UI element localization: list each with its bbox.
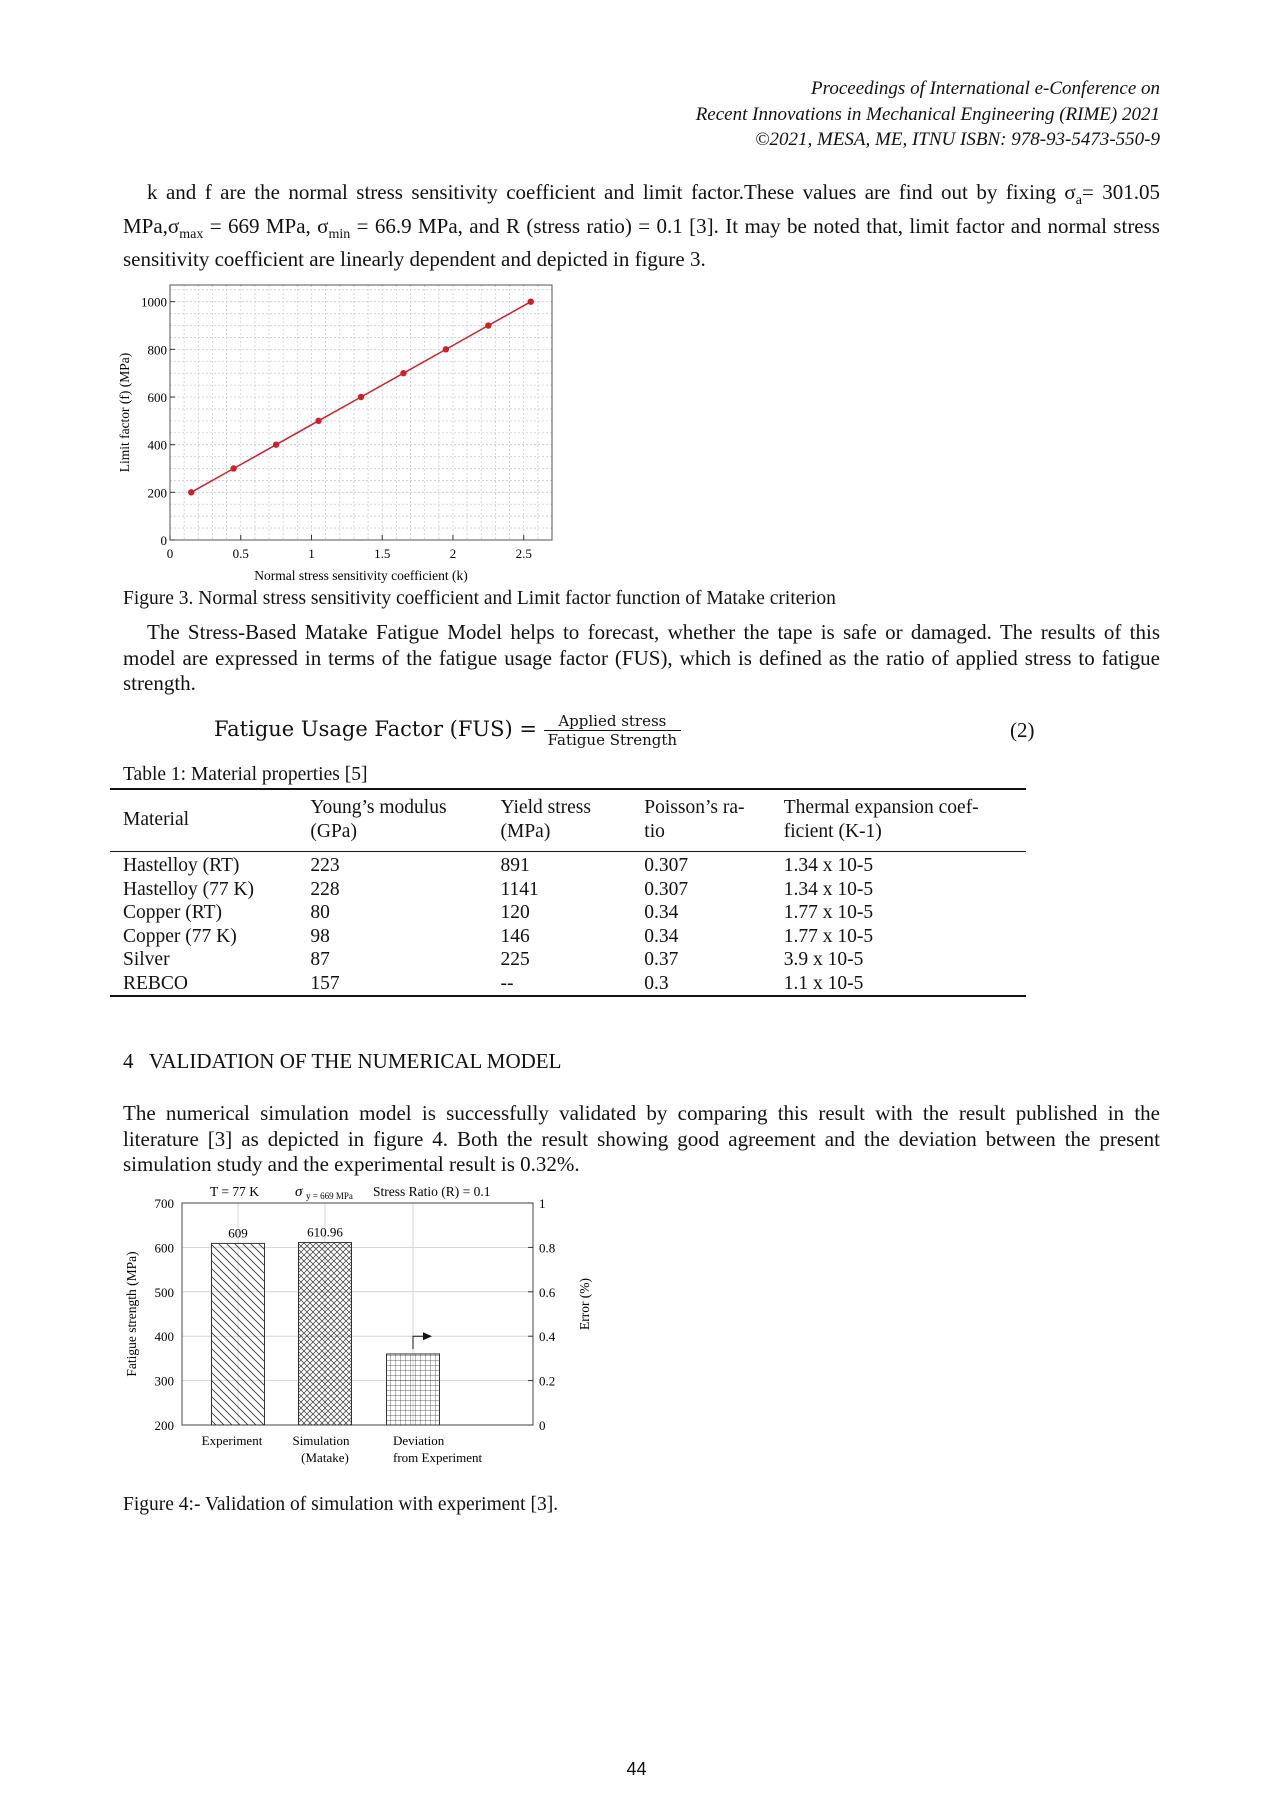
table-row [110, 878, 1026, 902]
header-line: ©2021, MESA, ME, ITNU ISBN: 978-93-5473-550-9 [755, 129, 1160, 150]
table-row [110, 972, 1026, 997]
y-tick-label: 800 [147, 342, 167, 358]
bar-data-label: 609 [228, 1225, 248, 1241]
table-cell: 146 [500, 925, 530, 947]
y-tick-label: 600 [154, 1240, 174, 1256]
table-cell: 0.307 [644, 855, 689, 876]
table-cell: 0.37 [644, 949, 679, 970]
data-point [443, 346, 449, 352]
table-cell: 87 [310, 949, 330, 970]
y-tick-label: 0 [160, 533, 167, 548]
table-header-cell: Yield stress (MPa) [500, 797, 591, 842]
data-point [358, 394, 364, 400]
paragraph-1: k and f are the normal stress sensitivity coefficient and limit factor.These values are find out by fixing $\sigma_a= 301.05$ $MPa,\sigma_{max} = 669$ MPa, $\sigma_{min} = 66.9$ MPa, and R (stress ratio) = 0.1 [3]. It may be noted that, limit factor and normal stress sensitivity coefficient are linearly dependent and depicted in figure 3. [123, 180, 1160, 272]
running-header [696, 76, 1160, 153]
figure-3-caption: Figure 3. Normal stress sensitivity coefficient and Limit factor function of Matake criterion [123, 588, 836, 609]
bar-simulation [299, 1243, 352, 1425]
y-tick-label: 400 [147, 437, 167, 453]
table-cell: 228 [310, 878, 340, 900]
category-label: (Matake) [301, 1450, 349, 1465]
title-temperature: T = 77 K [210, 1184, 259, 1199]
category-label: Simulation [292, 1433, 350, 1448]
table-cell: 0.307 [644, 878, 689, 900]
category-label: Experiment [201, 1433, 263, 1448]
table-cell: Hastelloy (77 K) [123, 878, 255, 900]
bar-data-label: 610.96 [307, 1224, 343, 1240]
bar-deviation [387, 1354, 440, 1425]
y2-tick-label: 0.4 [539, 1329, 556, 1345]
figure-3-chart [115, 280, 575, 590]
table-cell: 0.34 [644, 902, 679, 923]
category-label: Deviation [393, 1433, 445, 1448]
equation-number: (2) [1010, 718, 1035, 742]
table-cell: Silver [123, 949, 170, 970]
x-tick-label: 0 [166, 546, 174, 561]
y2-tick-label: 1 [539, 1196, 546, 1211]
x-tick-label: 1 [308, 546, 315, 561]
x-tick-label: 0.5 [232, 546, 249, 561]
table-cell: -- [500, 972, 514, 994]
table-header-cell: Thermal expansion coef- ficient (K-1) [783, 797, 979, 842]
y2-tick-label: 0.6 [539, 1284, 556, 1300]
data-point [315, 418, 321, 424]
paragraph-3: The numerical simulation model is successfully validated by comparing this result with the result published in the literature [3] as depicted in figure 4. Both the result showing good agreement and the deviation between the present simulation study and the experimental result is 0.32%. [123, 1101, 1160, 1176]
y-tick-label: 200 [147, 485, 167, 501]
table-row [110, 925, 1026, 949]
y-axis-label: Fatigue strength (MPa) [124, 1251, 139, 1377]
y-tick-label: 500 [154, 1284, 174, 1300]
data-point [273, 441, 279, 447]
title-sigma: σ [295, 1184, 303, 1200]
y-axis-label: Limit factor (f) (MPa) [117, 352, 132, 473]
y2-axis-label: Error (%) [577, 1277, 592, 1331]
table-row [110, 852, 1026, 878]
header-line: Proceedings of International e-Conference on [811, 78, 1160, 99]
data-point [528, 298, 534, 304]
data-point [400, 370, 406, 376]
table-cell: 3.9 x 10-5 [783, 949, 864, 970]
table-cell: 0.34 [644, 925, 679, 947]
bar-experiment [212, 1243, 265, 1425]
y2-tick-label: 0.2 [539, 1373, 556, 1389]
page-number: 44 [626, 1759, 647, 1779]
x-tick-label: 2.5 [515, 546, 532, 561]
data-point [188, 489, 194, 495]
table-cell: 1.34 x 10-5 [783, 878, 874, 900]
table-cell: REBCO [123, 972, 189, 994]
table-1 [110, 788, 1026, 997]
figure-4-chart [115, 1180, 615, 1490]
table-1-caption: Table 1: Material properties [5] [123, 764, 368, 785]
table-cell: 1.77 x 10-5 [783, 925, 874, 947]
equation-2 [214, 712, 681, 749]
title-stress-ratio: Stress Ratio (R) = 0.1 [373, 1184, 491, 1199]
plot-frame [170, 285, 552, 540]
table-cell: 1.34 x 10-5 [783, 855, 874, 876]
table-cell: Copper (77 K) [123, 925, 237, 947]
figure-4-caption: Figure 4:- Validation of simulation with experiment [3]. [123, 1494, 559, 1515]
equation-lhs: Fatigue Usage Factor (FUS) = [214, 717, 537, 741]
data-point [230, 465, 236, 471]
category-label: from Experiment [393, 1450, 483, 1465]
table-cell: 0.3 [644, 972, 669, 994]
section-4-heading: 4 VALIDATION OF THE NUMERICAL MODEL [123, 1049, 562, 1073]
table-cell: 225 [500, 949, 530, 970]
header-line: Recent Innovations in Mechanical Engineering (RIME) 2021 [695, 103, 1160, 125]
table-header-row [110, 789, 1026, 852]
table-cell: 223 [310, 855, 340, 876]
equation-fraction: $\frac{\text{Applied stress}}{\text{Fatigue Strength}}$ [544, 712, 681, 749]
table-header-cell: Young’s modulus (GPa) [310, 797, 447, 842]
table-cell: 80 [310, 902, 330, 923]
table-cell: 1141 [500, 878, 539, 900]
title-sigma-sub: y = 669 MPa [306, 1191, 353, 1201]
data-point [485, 322, 491, 328]
table-cell: Copper (RT) [123, 902, 223, 923]
table-cell: 98 [310, 925, 330, 947]
table-row [110, 901, 1026, 925]
x-tick-label: 1.5 [374, 546, 391, 561]
y2-tick-label: 0.8 [539, 1240, 556, 1256]
table-cell: 891 [500, 855, 530, 876]
x-tick-label: 2 [449, 546, 457, 561]
table-cell: 120 [500, 902, 530, 923]
y-tick-label: 1000 [141, 294, 167, 310]
table-row [110, 948, 1026, 972]
table-cell: Hastelloy (RT) [123, 855, 240, 876]
y-tick-label: 600 [147, 390, 167, 406]
y-tick-label: 300 [154, 1373, 174, 1389]
table-cell: 157 [310, 972, 340, 994]
y2-tick-label: 0 [539, 1418, 546, 1433]
table-header-cell: Material [123, 808, 190, 830]
x-axis-label: Normal stress sensitivity coefficient (k) [254, 568, 468, 583]
y-tick-label: 700 [154, 1196, 174, 1211]
arrow-head-icon [423, 1332, 432, 1340]
table-cell: 1.77 x 10-5 [783, 902, 874, 923]
table-cell: 1.1 x 10-5 [783, 972, 864, 994]
y-tick-label: 400 [154, 1329, 174, 1345]
y-tick-label: 200 [154, 1418, 174, 1433]
table-header-cell: Poisson’s ra- tio [644, 797, 745, 842]
paragraph-2: The Stress-Based Matake Fatigue Model helps to forecast, whether the tape is safe or damaged. The results of this model are expressed in terms of the fatigue usage factor (FUS), which is defined as the ratio of applied stress to fatigue strength. [123, 620, 1160, 695]
